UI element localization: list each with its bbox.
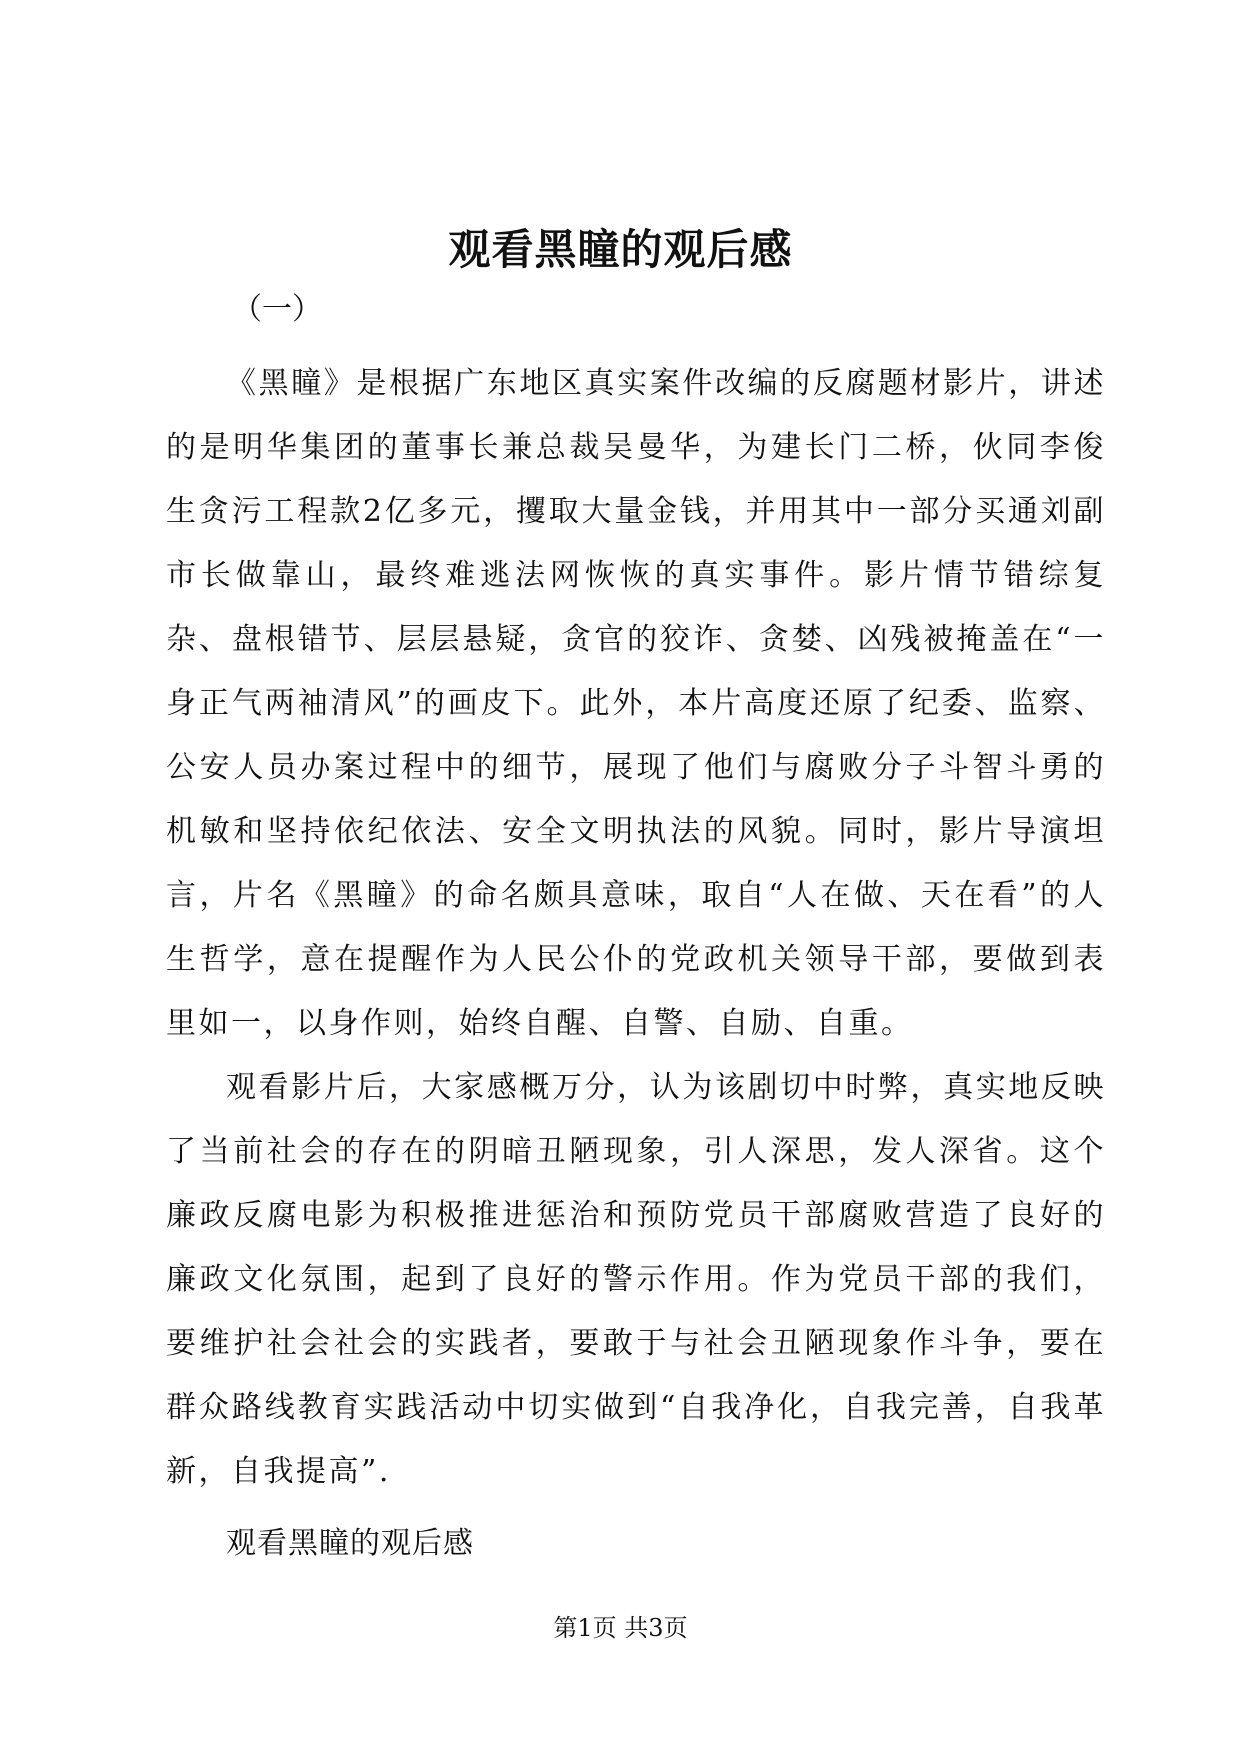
page-footer: 第1页 共3页 bbox=[553, 1614, 688, 1642]
paragraph-2: 观看影片后，大家感概万分，认为该剧切中时弊，真实地反映了当前社会的存在的阴暗丑陋现象，引人深思，发人深省。这个廉政反腐电影为积极推进惩治和预防党员干部腐败营造了良好的廉政文化氛围，起到了良好的警示作用。作为党员干部的我们，要维护社会社会的实践者，要敢于与社会丑陋现象作斗争，要在群众路线教育实践活动中切实做到“自我净化，自我完善，自我革新，自我提高”. bbox=[166, 1070, 1106, 1489]
section-marker: （一） bbox=[232, 292, 322, 327]
trailing-title: 观看黑瞳的观后感 bbox=[226, 1526, 474, 1561]
document-body bbox=[166, 352, 1106, 1576]
paragraph-1: 《黑瞳》是根据广东地区真实案件改编的反腐题材影片，讲述的是明华集团的董事长兼总裁吴曼华，为建长门二桥，伙同李俊生贪污工程款2亿多元，攫取大量金钱，并用其中一部分买通刘副市长做靠山，最终难逃法网恢恢的真实事件。影片情节错综复杂、盘根错节、层层悬疑，贪官的狡诈、贪婪、凶残被掩盖在“一身正气两袖清风”的画皮下。此外，本片高度还原了纪委、监察、公安人员办案过程中的细节，展现了他们与腐败分子斗智斗勇的机敏和坚持依纪依法、安全文明执法的风貌。同时，影片导演坦言，片名《黑瞳》的命名颇具意味，取自“人在做、天在看”的人生哲学，意在提醒作为人民公仆的党政机关领导干部，要做到表里如一，以身作则，始终自醒、自警、自励、自重。 bbox=[166, 366, 1106, 1041]
document-title: 观看黑瞳的观后感 bbox=[448, 225, 793, 274]
